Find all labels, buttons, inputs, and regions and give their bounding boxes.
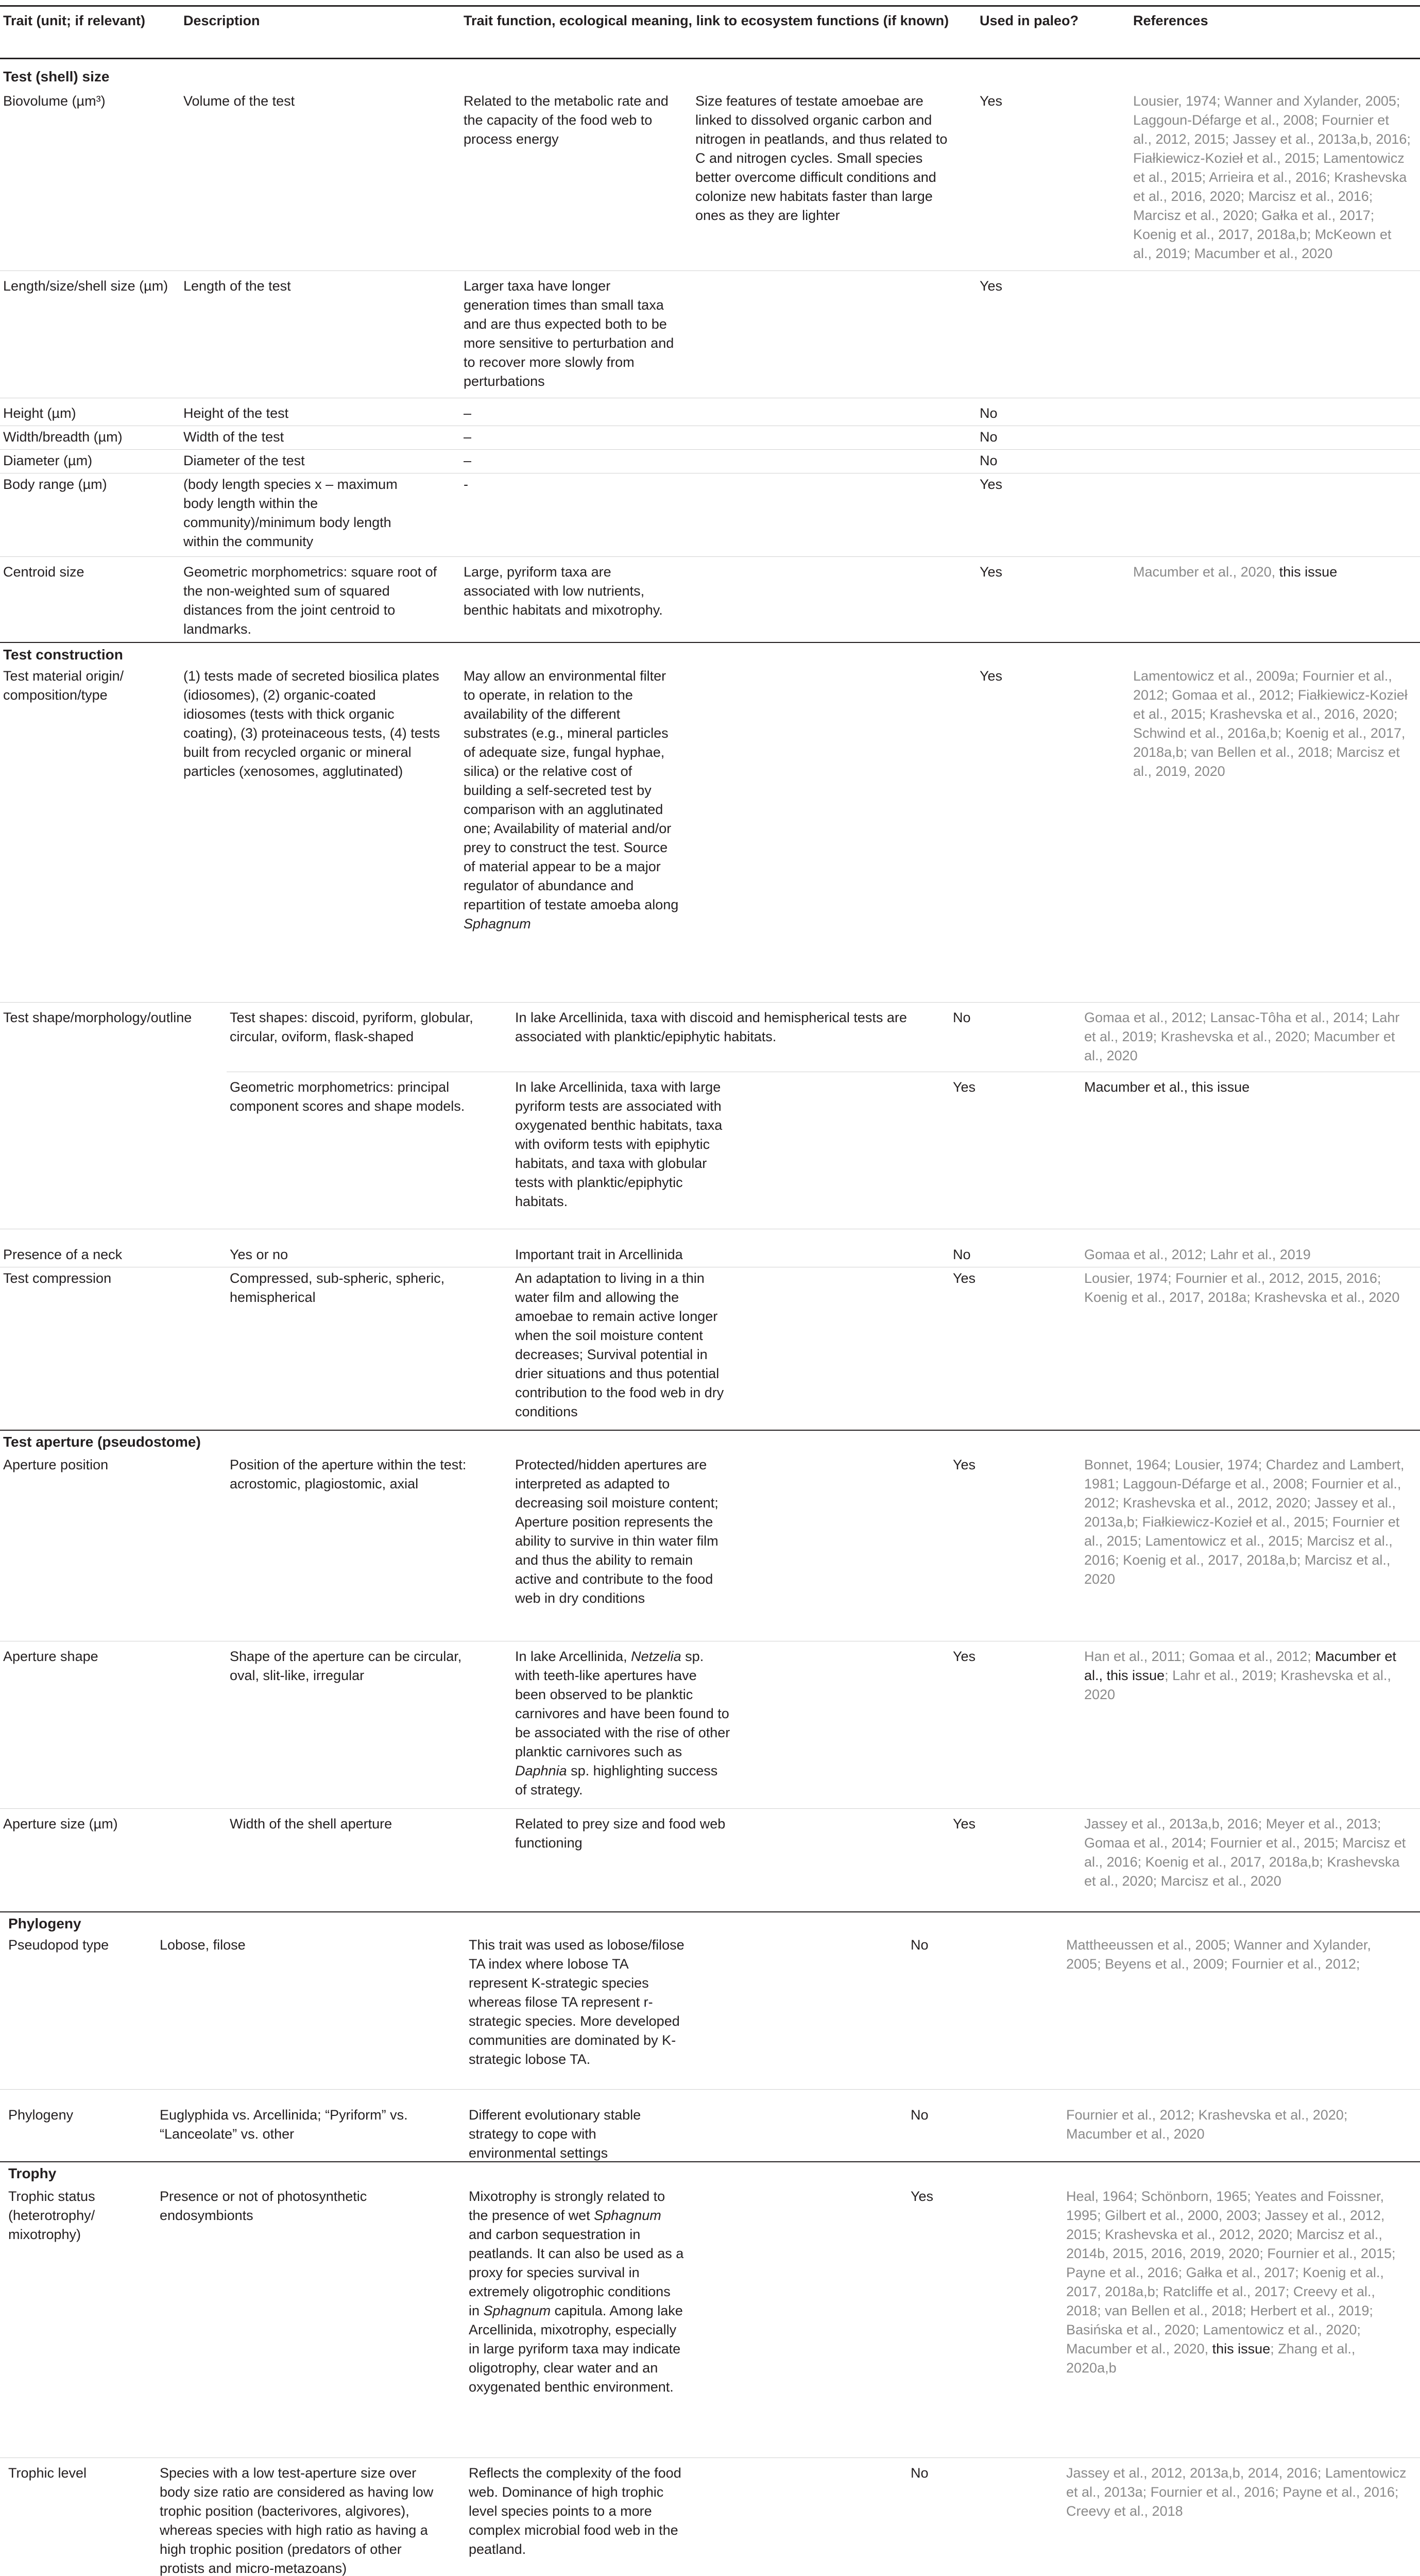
function-cell — [469, 2187, 685, 2397]
function-text: Mixotrophy is strongly related to the presence of wet — [469, 2189, 665, 2223]
description-cell: Lobose, filose — [160, 1937, 246, 1953]
description-cell: Position of the aperture within the test: acrostomic, plagiostomic, axial — [230, 1457, 467, 1492]
function-text: sp. with teeth-like apertures have been observed to be planktic carnivores and have been found to be associated with the rise of other planktic carnivores such as — [515, 1649, 730, 1759]
function-cell: Related to the metabolic rate and the capacity of the food web to process energy — [464, 93, 669, 147]
trait-cell: Presence of a neck — [3, 1247, 123, 1262]
paleo-cell: Yes — [980, 93, 1003, 109]
description-cell: Shape of the aperture can be circular, oval, slit-like, irregular — [230, 1649, 462, 1683]
row-separator — [0, 556, 1420, 557]
section-heading-aperture: Test aperture (pseudostome) — [3, 1434, 201, 1450]
description-cell: Length of the test — [183, 278, 291, 294]
column-header-paleo: Used in paleo? — [980, 13, 1079, 28]
function-cell: Reflects the complexity of the food web. Dominance of high trophic level species points to a more complex microbial food web in the peatland. — [469, 2465, 681, 2557]
trait-cell: Test shape/morphology/outline — [3, 1010, 192, 1025]
description-cell: Geometric morphometrics: principal component scores and shape models. — [230, 1079, 465, 1114]
function-cell: Related to prey size and food web functioning — [515, 1816, 726, 1851]
description-cell: Test shapes: discoid, pyriform, globular, circular, oviform, flask-shaped — [230, 1010, 473, 1044]
description-cell: Diameter of the test — [183, 453, 305, 468]
trait-cell: Test material origin/ composition/type — [3, 668, 124, 703]
paleo-cell: Yes — [953, 1816, 976, 1832]
description-cell: Width of the test — [183, 429, 284, 445]
description-cell: Volume of the test — [183, 93, 295, 109]
trait-cell: Length/size/shell size (µm) — [3, 278, 168, 294]
references-cell — [1133, 563, 1411, 582]
function-cell: An adaptation to living in a thin water film and allowing the amoebae to remain active longer when the soil moisture content decreases; Survival potential in drier situations and thus potential contribution to the food web in dry conditions — [515, 1270, 724, 1419]
section-rule — [0, 1911, 1420, 1912]
table-top-rule — [0, 5, 1420, 7]
section-rule — [0, 2161, 1420, 2162]
description-cell: Species with a low test-aperture size over body size ratio are considered as having low trophic position (bacterivores, algivores), whereas species with high ratio as having a high trophic position (predators of other protists and micro-metazoans) — [160, 2465, 434, 2576]
section-heading-size: Test (shell) size — [3, 69, 110, 84]
paleo-cell: No — [980, 429, 998, 445]
description-cell: Yes or no — [230, 1247, 288, 1262]
function-cell: – — [464, 405, 472, 421]
trait-cell: Test compression — [3, 1270, 112, 1286]
section-rule — [0, 1430, 1420, 1431]
function-cell: – — [464, 429, 472, 445]
description-cell: (body length species x – maximum body length within the community)/minimum body length within the community — [183, 477, 398, 549]
references-cell: Fournier et al., 2012; Krashevska et al., 2020; Macumber et al., 2020 — [1066, 2107, 1348, 2142]
trait-cell: Aperture size (µm) — [3, 1816, 118, 1832]
references-cell: Lousier, 1974; Fournier et al., 2012, 2015, 2016; Koenig et al., 2017, 2018a; Krashevska et al., 2020 — [1084, 1270, 1400, 1305]
function-cell — [464, 667, 680, 934]
trait-cell: Diameter (µm) — [3, 453, 93, 468]
function-cell: Large, pyriform taxa are associated with low nutrients, benthic habitats and mixotrophy. — [464, 564, 663, 618]
paleo-cell: Yes — [980, 477, 1003, 492]
row-separator — [0, 2089, 1420, 2090]
reference-highlight: Macumber et al., this issue — [1084, 1649, 1396, 1683]
function-cell: – — [464, 453, 472, 468]
description-cell: Compressed, sub-spheric, spheric, hemispherical — [230, 1270, 445, 1305]
references-cell: Macumber et al., this issue — [1084, 1079, 1250, 1095]
function-cell: Important trait in Arcellinida — [515, 1247, 683, 1262]
function-cell — [515, 1647, 731, 1800]
paleo-cell: No — [980, 405, 998, 421]
references-cell: Lousier, 1974; Wanner and Xylander, 2005; Laggoun-Défarge et al., 2008; Fournier et al., 2012, 2015; Jassey et al., 2013a,b, 2016; Fiałkiewicz-Kozieł et al., 2015; Lamentowicz et al., 2015; Arrieira et al., 2016; Krashevska et al., 2016, 2020; Marcisz et al., 2016; Marcisz et al., 2020; Gałka et al., 2017; Koenig et al., 2017, 2018a,b; McKeown et al., 2019; Macumber et al., 2020 — [1133, 93, 1411, 261]
reference-text: ; Lahr et al., 2019; Krashevska et al., 2020 — [1084, 1668, 1391, 1702]
references-cell: Mattheeussen et al., 2005; Wanner and Xylander, 2005; Beyens et al., 2009; Fournier et al., 2012; — [1066, 1937, 1371, 1972]
paleo-cell: No — [953, 1010, 971, 1025]
trait-cell: Aperture position — [3, 1457, 109, 1472]
row-separator — [0, 449, 1420, 450]
trait-cell: Trophic level — [8, 2465, 87, 2481]
paleo-cell: Yes — [980, 278, 1003, 294]
trait-cell: Height (µm) — [3, 405, 76, 421]
paleo-cell: No — [911, 2465, 929, 2481]
reference-text: Han et al., 2011; Gomaa et al., 2012; — [1084, 1649, 1315, 1664]
function-text: sp. highlighting success of strategy. — [515, 1763, 718, 1798]
function-cell: This trait was used as lobose/filose TA index where lobose TA represent K-strategic species whereas filose TA represent r-strategic species. More developed communities are dominated by K-strategic lobose TA. — [469, 1937, 685, 2067]
function-cell: In lake Arcellinida, taxa with discoid and hemispherical tests are associated with planktic/epiphytic habitats. — [515, 1010, 907, 1044]
references-cell: Lamentowicz et al., 2009a; Fournier et al., 2012; Gomaa et al., 2012; Fiałkiewicz-Kozieł et al., 2015; Krashevska et al., 2016, 2020; Schwind et al., 2016a,b; Koenig et al., 2017, 2018a,b; van Bellen et al., 2018; Marcisz et al., 2019, 2020 — [1133, 668, 1408, 779]
reference-highlight: this issue — [1212, 2341, 1271, 2357]
description-cell: Height of the test — [183, 405, 289, 421]
function-cell-extended: Size features of testate amoebae are linked to dissolved organic carbon and nitrogen in peatlands, and thus related to C and nitrogen cycles. Small species better overcome difficult conditions and colonize new habitats faster than large ones as they are lighter — [695, 93, 948, 223]
section-heading-trophy: Trophy — [8, 2165, 57, 2181]
paleo-cell: No — [911, 1937, 929, 1953]
section-heading-construction: Test construction — [3, 647, 123, 663]
taxon-name: Netzelia — [631, 1649, 681, 1664]
trait-cell: Body range (µm) — [3, 477, 107, 492]
trait-cell: Trophic status (heterotrophy/ mixotrophy) — [8, 2189, 95, 2242]
trait-cell: Centroid size — [3, 564, 84, 580]
reference-highlight: this issue — [1279, 564, 1338, 580]
paleo-cell: Yes — [953, 1649, 976, 1664]
function-text: In lake Arcellinida, — [515, 1649, 631, 1664]
reference-text: Heal, 1964; Schönborn, 1965; Yeates and Foissner, 1995; Gilbert et al., 2000, 2003; Jassey et al., 2012, 2015; Krashevska et al., 2012, 2020; Marcisz et al., 2014b, 2015, 2016, 2019, 2020; Fournier et al., 2015; Payne et al., 2016; Gałka et al., 2017; Koenig et al., 2017, 2018a,b; Ratcliffe et al., 2017; Creevy et al., 2018; van Bellen et al., 2018; Herbert et al., 2019; Basińska et al., 2020; Lamentowicz et al., 2020; Macumber et al., 2020, — [1066, 2189, 1396, 2357]
references-cell: Jassey et al., 2013a,b, 2016; Meyer et al., 2013; Gomaa et al., 2014; Fournier et al., 2015; Marcisz et al., 2016; Koenig et al., 2017, 2018a,b; Krashevska et al., 2020; Marcisz et al., 2020 — [1084, 1816, 1406, 1889]
row-separator — [0, 1002, 1420, 1003]
description-cell: Geometric morphometrics: square root of the non-weighted sum of squared distances from the joint centroid to landmarks. — [183, 564, 437, 637]
function-text: capitula. Among lake Arcellinida, mixotrophy, especially in large pyriform taxa may indicate oligotrophy, clear water and an oxygenated benthic environment. — [469, 2303, 683, 2395]
references-cell — [1084, 1647, 1409, 1704]
reference-text: ; Zhang et al., 2020a,b — [1066, 2341, 1356, 2376]
trait-cell: Pseudopod type — [8, 1937, 109, 1953]
references-cell: Gomaa et al., 2012; Lahr et al., 2019 — [1084, 1247, 1311, 1262]
function-text: and carbon sequestration in peatlands. It can also be used as a proxy for species survival in extremely oligotrophic conditions in — [469, 2227, 684, 2318]
description-cell: (1) tests made of secreted biosilica plates (idiosomes), (2) organic-coated idiosomes (tests with thick organic coating), (3) proteinaceous tests, (4) tests built from recycled organic or mineral particles (xenosomes, agglutinated) — [183, 668, 440, 779]
trait-cell: Aperture shape — [3, 1649, 98, 1664]
function-cell: In lake Arcellinida, taxa with large pyriform tests are associated with oxygenated benthic habitats, taxa with oviform tests with epiphytic habitats, and taxa with globular tests with planktic/epiphytic habitats. — [515, 1079, 723, 1209]
function-cell: Protected/hidden apertures are interpreted as adapted to decreasing soil moisture content; Aperture position represents the ability to survive in thin water film and thus the ability to remain active and contribute to the food web in dry conditions — [515, 1457, 718, 1606]
references-cell: Bonnet, 1964; Lousier, 1974; Chardez and Lambert, 1981; Laggoun-Défarge et al., 2008; Fournier et al., 2012; Krashevska et al., 2012, 2020; Jassey et al., 2013a,b; Fiałkiewicz-Kozieł et al., 2015; Fournier et al., 2015; Lamentowicz et al., 2015; Marcisz et al., 2016; Koenig et al., 2017, 2018a,b; Marcisz et al., 2020 — [1084, 1457, 1405, 1587]
function-cell: Different evolutionary stable strategy to cope with environmental settings — [469, 2107, 641, 2161]
row-separator — [0, 1808, 1420, 1809]
description-cell: Presence or not of photosynthetic endosymbionts — [160, 2189, 367, 2223]
paleo-cell: No — [980, 453, 998, 468]
paleo-cell: Yes — [953, 1457, 976, 1472]
trait-cell: Width/breadth (µm) — [3, 429, 123, 445]
taxon-name: Daphnia — [515, 1763, 567, 1778]
trait-cell: Biovolume (µm³) — [3, 93, 106, 109]
references-cell: Gomaa et al., 2012; Lansac-Tôha et al., 2014; Lahr et al., 2019; Krashevska et al., 2020; Macumber et al., 2020 — [1084, 1010, 1400, 1063]
references-cell: Jassey et al., 2012, 2013a,b, 2014, 2016; Lamentowicz et al., 2013a; Fournier et al., 2016; Payne et al., 2016; Creevy et al., 2018 — [1066, 2465, 1407, 2519]
row-separator — [0, 270, 1420, 271]
paleo-cell: Yes — [980, 564, 1003, 580]
function-cell: Larger taxa have longer generation times than small taxa and are thus expected both to be more sensitive to perturbation and to recover more slowly from perturbations — [464, 278, 674, 389]
paleo-cell: Yes — [953, 1270, 976, 1286]
reference-text: Macumber et al., 2020, — [1133, 564, 1279, 580]
column-header-trait: Trait (unit; if relevant) — [3, 13, 146, 28]
column-header-function: Trait function, ecological meaning, link to ecosystem functions (if known) — [464, 13, 949, 28]
references-cell — [1066, 2187, 1409, 2378]
function-text: May allow an environmental filter to operate, in relation to the availability of the different substrates (e.g., mineral particles of adequate size, fungal hyphae, silica) or the relative cost of building a self-secreted test by comparison with an agglutinated one; Availability of material and/or prey to construct the test. Source of material appear to be a major regulator of abundance and repartition of testate amoeba along — [464, 668, 679, 912]
paleo-cell: Yes — [911, 2189, 934, 2204]
taxon-name: Sphagnum — [594, 2208, 661, 2223]
column-header-references: References — [1133, 13, 1208, 28]
paleo-cell: Yes — [980, 668, 1003, 684]
paleo-cell: No — [953, 1247, 971, 1262]
taxon-name: Sphagnum — [464, 916, 531, 931]
paleo-cell: No — [911, 2107, 929, 2123]
paleo-cell: Yes — [953, 1079, 976, 1095]
taxon-name: Sphagnum — [483, 2303, 551, 2318]
description-cell: Euglyphida vs. Arcellinida; “Pyriform” vs. “Lanceolate” vs. other — [160, 2107, 408, 2142]
function-cell: - — [464, 477, 468, 492]
trait-cell: Phylogeny — [8, 2107, 74, 2123]
header-bottom-rule — [0, 58, 1420, 59]
column-header-description: Description — [183, 13, 260, 28]
section-heading-phylogeny: Phylogeny — [8, 1916, 81, 1931]
section-rule — [0, 642, 1420, 643]
description-cell: Width of the shell aperture — [230, 1816, 392, 1832]
